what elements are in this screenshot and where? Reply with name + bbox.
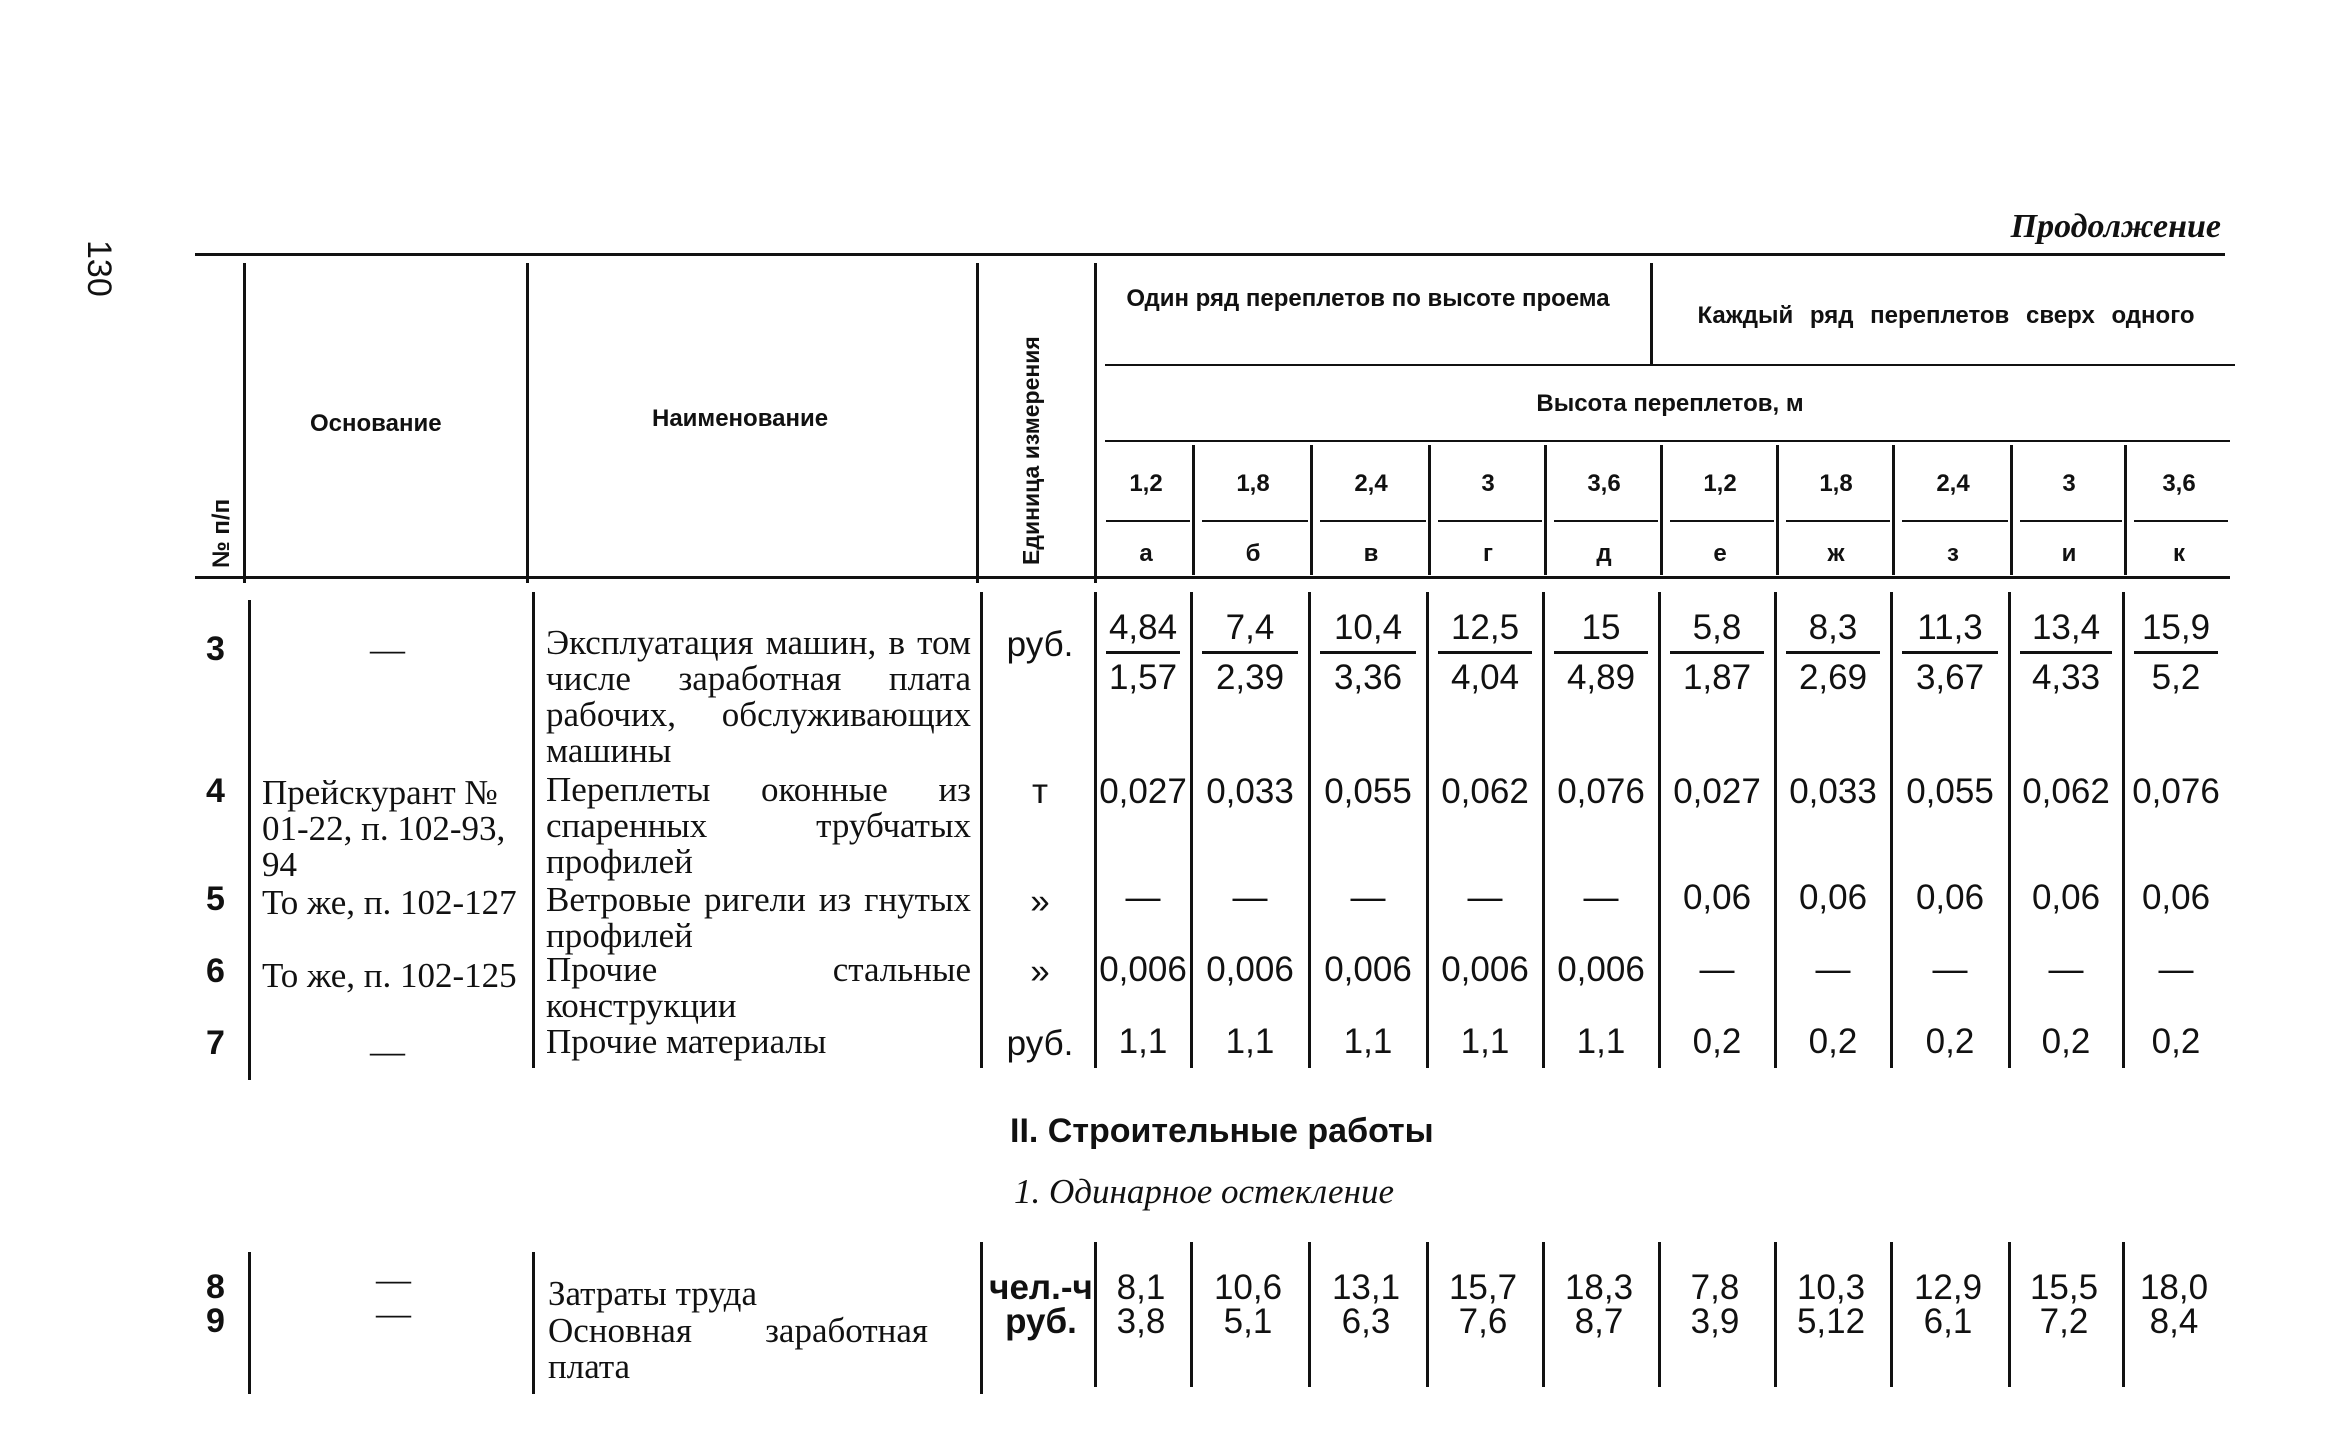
value-col-divider: [1308, 592, 1311, 1068]
cell-value: 5,1: [1223, 1302, 1273, 1341]
cell-value: 15,7: [1448, 1268, 1518, 1307]
header-rule-group: [1105, 364, 2235, 366]
fraction-bottom: 4,04: [1450, 658, 1520, 697]
cell-value: —: [1467, 878, 1503, 917]
height-value: 1,2: [1129, 470, 1163, 497]
subsection-title: 1. Одинарное остекление: [1014, 1172, 1394, 1211]
fraction-bottom: 3,36: [1333, 658, 1403, 697]
body2-value-divider: [1774, 1242, 1777, 1387]
cell-value: 0,055: [1324, 772, 1412, 811]
cell-value: 1,1: [1343, 1022, 1393, 1061]
column-letter: в: [1363, 540, 1379, 567]
cell-value: 15,5: [2029, 1268, 2099, 1307]
cell-value: 6,3: [1341, 1302, 1391, 1341]
cell-value: —: [1699, 950, 1735, 989]
letter-rule: [1554, 520, 1658, 522]
fraction-top: 10,4: [1320, 608, 1416, 654]
row-number: 5: [206, 880, 225, 918]
cell-value: 7,8: [1690, 1268, 1740, 1307]
cell-value: 0,2: [1808, 1022, 1858, 1061]
header-divider-unit: [1094, 263, 1097, 583]
basis-text: То же, п. 102-127: [262, 883, 517, 922]
fraction-bottom: 1,57: [1108, 658, 1178, 697]
fraction-top: 4,84: [1106, 608, 1180, 654]
letter-rule: [1786, 520, 1890, 522]
cell-value: —: [1125, 878, 1161, 917]
cell-value: 0,06: [1798, 878, 1868, 917]
height-value: 3,6: [1587, 470, 1621, 497]
row-number: 6: [206, 952, 225, 990]
value-col-divider: [2122, 592, 2125, 1068]
page-number: 130: [80, 240, 118, 297]
fraction-top: 5,8: [1670, 608, 1764, 654]
item-name: Ветровые ригели из гнутых профилей: [546, 880, 971, 955]
header-bottom-rule: [195, 576, 2230, 579]
section-title: II. Строительные работы: [1010, 1112, 1434, 1150]
body2-value-divider: [1658, 1242, 1661, 1387]
fraction-bottom: 4,33: [2031, 658, 2101, 697]
fraction-value: [1670, 608, 1764, 698]
row-number: 4: [206, 772, 225, 810]
basis-dash: —: [376, 1294, 411, 1333]
body2-value-divider: [1426, 1242, 1429, 1387]
body2-divider-basis: [532, 1252, 535, 1394]
height-col-divider: [1428, 445, 1431, 575]
height-col-divider: [1310, 445, 1313, 575]
item-name: Эксплуатация машин, в том числе заработная плата рабочих, обслуживающих машины: [546, 623, 971, 770]
unit: »: [1030, 882, 1050, 921]
cell-value: 3,8: [1116, 1302, 1166, 1341]
cell-value: 0,2: [1925, 1022, 1975, 1061]
header-divider-basis: [526, 263, 529, 583]
cell-value: 13,1: [1331, 1268, 1401, 1307]
fraction-top: 7,4: [1202, 608, 1298, 654]
cell-value: 1,1: [1576, 1022, 1626, 1061]
letter-rule: [2134, 520, 2228, 522]
top-rule: [195, 253, 2225, 256]
cell-value: 0,006: [1206, 950, 1294, 989]
body2-value-divider: [2008, 1242, 2011, 1387]
body-divider-num: [248, 600, 251, 1080]
column-letter: д: [1596, 540, 1612, 567]
cell-value: 0,062: [1441, 772, 1529, 811]
cell-value: 0,055: [1906, 772, 1994, 811]
letter-rule: [1106, 520, 1190, 522]
cell-value: —: [2158, 950, 2194, 989]
continuation-label: Продолжение: [2010, 208, 2221, 245]
basis-dash: —: [370, 1032, 405, 1071]
fraction-value: [1554, 608, 1648, 698]
unit: руб.: [1006, 625, 1074, 664]
fraction-value: [2020, 608, 2112, 698]
unit: »: [1030, 952, 1050, 991]
item-name: Прочие материалы: [546, 1022, 827, 1061]
unit: чел.-ч: [989, 1268, 1093, 1307]
fraction-value: [2134, 608, 2218, 698]
cell-value: —: [1232, 878, 1268, 917]
cell-value: 8,4: [2149, 1302, 2199, 1341]
header-rule-height: [1105, 440, 2230, 442]
cell-value: 0,2: [2151, 1022, 2201, 1061]
col-basis-header: Основание: [310, 410, 442, 437]
cell-value: 3,9: [1690, 1302, 1740, 1341]
body-divider-basis: [532, 592, 535, 1068]
fraction-top: 15: [1554, 608, 1648, 654]
header-divider-name: [976, 263, 979, 583]
column-letter: з: [1947, 540, 1959, 567]
height-value: 2,4: [1354, 470, 1388, 497]
cell-value: 12,9: [1913, 1268, 1983, 1307]
body2-value-divider: [1890, 1242, 1893, 1387]
body2-divider-num: [248, 1252, 251, 1394]
cell-value: 10,3: [1796, 1268, 1866, 1307]
cell-value: 0,006: [1557, 950, 1645, 989]
col-num-header: № п/п: [208, 498, 235, 568]
fraction-value: [1786, 608, 1880, 698]
letter-rule: [1438, 520, 1542, 522]
height-col-divider: [1892, 445, 1895, 575]
height-value: 1,8: [1236, 470, 1270, 497]
cell-value: 5,12: [1796, 1302, 1866, 1341]
row-number: 7: [206, 1024, 225, 1062]
cell-value: 0,076: [1557, 772, 1645, 811]
cell-value: 0,2: [2041, 1022, 2091, 1061]
item-name: Основная заработная плата: [548, 1311, 928, 1386]
body-divider-unit: [1094, 592, 1097, 1068]
cell-value: 0,027: [1673, 772, 1761, 811]
cell-value: 0,006: [1324, 950, 1412, 989]
body2-value-divider: [1190, 1242, 1193, 1387]
cell-value: 0,027: [1099, 772, 1187, 811]
row-number: 9: [206, 1302, 225, 1340]
fraction-value: [1902, 608, 1998, 698]
cell-value: 0,06: [2141, 878, 2211, 917]
height-value: 1,8: [1819, 470, 1853, 497]
cell-value: 10,6: [1213, 1268, 1283, 1307]
fraction-bottom: 2,69: [1798, 658, 1868, 697]
header-divider-group: [1650, 263, 1653, 365]
basis-text: Прейскурант № 01-22, п. 102-93, 94: [262, 773, 506, 884]
row-number: 3: [206, 630, 225, 668]
cell-value: —: [1932, 950, 1968, 989]
item-name: Затраты труда: [548, 1274, 757, 1313]
body2-value-divider: [1308, 1242, 1311, 1387]
cell-value: 0,033: [1789, 772, 1877, 811]
height-col-divider: [1192, 445, 1195, 575]
cell-value: 1,1: [1225, 1022, 1275, 1061]
cell-value: 1,1: [1460, 1022, 1510, 1061]
height-col-divider: [1544, 445, 1547, 575]
height-value: 2,4: [1936, 470, 1970, 497]
column-letter: ж: [1827, 540, 1845, 567]
height-label: Высота переплетов, м: [1536, 390, 1804, 417]
column-letter: и: [2061, 540, 2077, 567]
basis-dash: —: [370, 630, 405, 669]
cell-value: 8,7: [1574, 1302, 1624, 1341]
fraction-top: 13,4: [2020, 608, 2112, 654]
cell-value: 8,1: [1116, 1268, 1166, 1307]
fraction-top: 11,3: [1902, 608, 1998, 654]
cell-value: 18,0: [2139, 1268, 2209, 1307]
cell-value: 0,06: [1915, 878, 1985, 917]
header-divider-num: [243, 263, 246, 583]
fraction-bottom: 1,87: [1682, 658, 1752, 697]
letter-rule: [1670, 520, 1774, 522]
fraction-value: [1106, 608, 1180, 698]
letter-rule: [1202, 520, 1308, 522]
cell-value: 0,006: [1099, 950, 1187, 989]
height-value: 3,6: [2162, 470, 2196, 497]
fraction-value: [1320, 608, 1416, 698]
cell-value: 1,1: [1118, 1022, 1168, 1061]
height-value: 1,2: [1703, 470, 1737, 497]
basis-dash: —: [376, 1260, 411, 1299]
letter-rule: [1902, 520, 2008, 522]
height-col-divider: [2010, 445, 2013, 575]
cell-value: —: [1815, 950, 1851, 989]
letter-rule: [1320, 520, 1426, 522]
fraction-bottom: 4,89: [1566, 658, 1636, 697]
item-name: Прочие стальные конструкции: [546, 950, 971, 1025]
height-col-divider: [1660, 445, 1663, 575]
cell-value: 0,076: [2132, 772, 2220, 811]
cell-value: 0,06: [2031, 878, 2101, 917]
unit: руб.: [1005, 1302, 1077, 1341]
value-col-divider: [1774, 592, 1777, 1068]
unit: руб.: [1006, 1024, 1074, 1063]
height-col-divider: [2124, 445, 2127, 575]
fraction-bottom: 2,39: [1215, 658, 1285, 697]
cell-value: —: [1350, 878, 1386, 917]
cell-value: 0,033: [1206, 772, 1294, 811]
item-name: Переплеты оконные из спаренных трубчатых профилей: [546, 770, 971, 881]
body2-divider-name: [980, 1242, 983, 1394]
cell-value: —: [1583, 878, 1619, 917]
height-value: 3: [2062, 470, 2076, 497]
cell-value: 0,2: [1692, 1022, 1742, 1061]
column-letter: б: [1245, 540, 1261, 567]
column-letter: а: [1139, 540, 1153, 567]
body2-value-divider: [2122, 1242, 2125, 1387]
value-col-divider: [1890, 592, 1893, 1068]
cell-value: —: [2048, 950, 2084, 989]
fraction-top: 8,3: [1786, 608, 1880, 654]
row-number: 8: [206, 1268, 225, 1306]
fraction-top: 12,5: [1438, 608, 1532, 654]
basis-text: То же, п. 102-125: [262, 956, 517, 995]
unit: т: [1031, 772, 1049, 811]
letter-rule: [2020, 520, 2122, 522]
body2-value-divider: [1542, 1242, 1545, 1387]
group2-header: Каждый ряд переплетов сверх одного: [1697, 302, 2195, 329]
value-col-divider: [1658, 592, 1661, 1068]
column-letter: е: [1713, 540, 1727, 567]
fraction-value: [1438, 608, 1532, 698]
value-col-divider: [1426, 592, 1429, 1068]
value-col-divider: [2008, 592, 2011, 1068]
cell-value: 7,6: [1458, 1302, 1508, 1341]
col-name-header: Наименование: [652, 405, 829, 432]
height-col-divider: [1776, 445, 1779, 575]
height-value: 3: [1481, 470, 1495, 497]
fraction-bottom: 3,67: [1915, 658, 1985, 697]
body-divider-name: [980, 592, 983, 1068]
col-unit-header: Единица измерения: [1018, 336, 1044, 565]
cell-value: 6,1: [1923, 1302, 1973, 1341]
column-letter: г: [1483, 540, 1493, 567]
cell-value: 0,06: [1682, 878, 1752, 917]
cell-value: 18,3: [1564, 1268, 1634, 1307]
column-letter: к: [2172, 540, 2185, 567]
group1-header: Один ряд переплетов по высоте проема: [1126, 285, 1610, 312]
cell-value: 7,2: [2039, 1302, 2089, 1341]
cell-value: 0,006: [1441, 950, 1529, 989]
value-col-divider: [1542, 592, 1545, 1068]
fraction-top: 15,9: [2134, 608, 2218, 654]
fraction-bottom: 5,2: [2151, 658, 2201, 697]
value-col-divider: [1190, 592, 1193, 1068]
cell-value: 0,062: [2022, 772, 2110, 811]
fraction-value: [1202, 608, 1298, 698]
